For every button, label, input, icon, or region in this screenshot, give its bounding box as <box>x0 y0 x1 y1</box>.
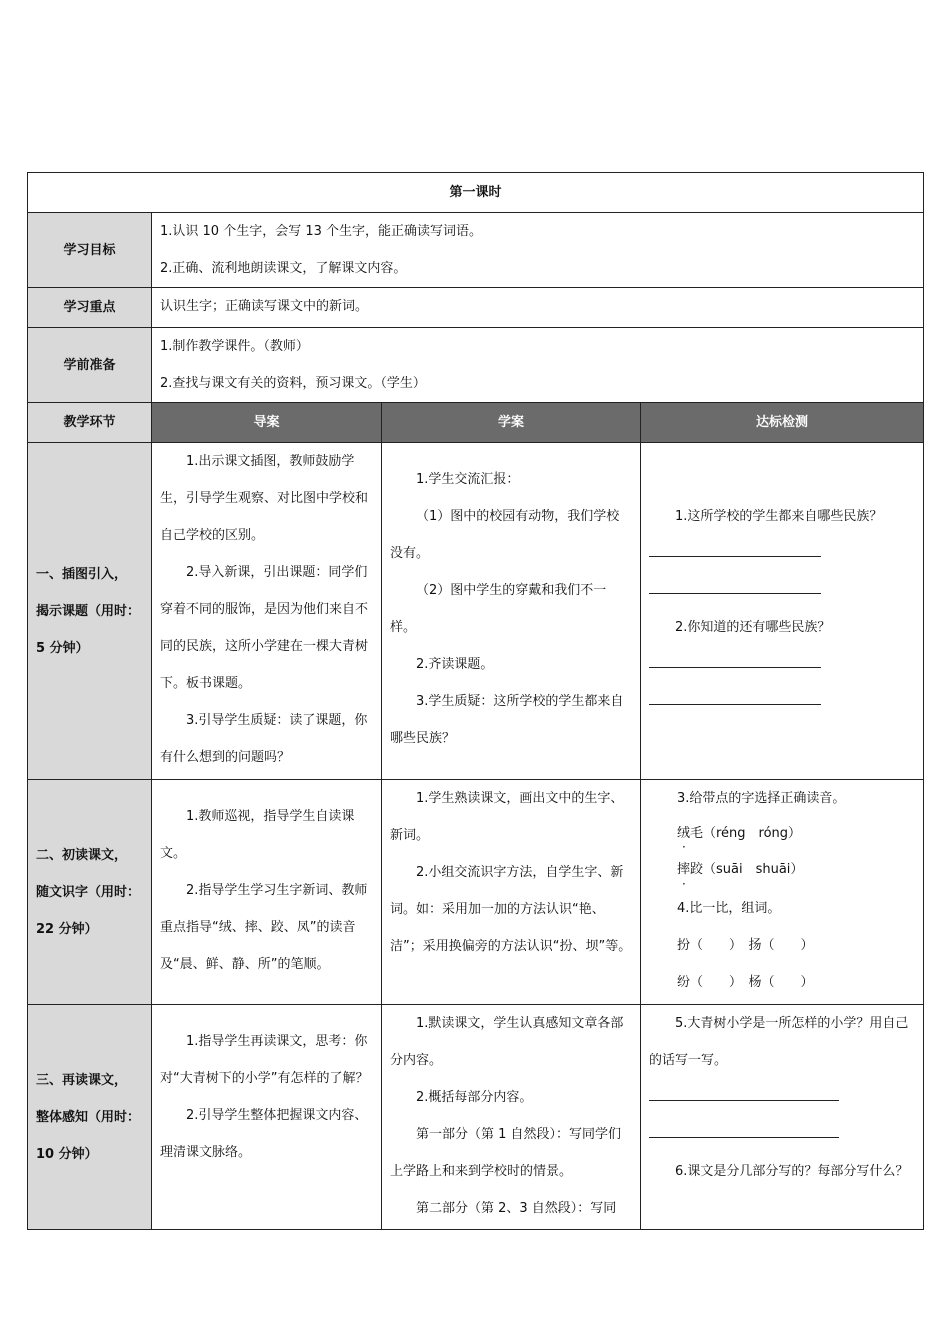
lesson-plan-sheet <box>27 172 923 1230</box>
focus-label: 学习重点 <box>28 288 152 328</box>
guide-item: 2.指导学生学习生字新词、教师重点指导“绒、摔、跤、凤”的读音及“晨、鲜、静、所”的笔顺。 <box>160 883 368 972</box>
study-item: 1.学生熟读课文，画出文中的生字、新词。 <box>390 791 624 843</box>
study-item: （2）图中学生的穿戴和我们不一样。 <box>390 583 607 635</box>
study-cell <box>382 1005 641 1230</box>
prep-label: 学前准备 <box>28 328 152 403</box>
check-item: 3.给带点的字选择正确读音。 <box>677 791 846 806</box>
stage-row <box>28 780 924 1005</box>
pinyin-choice: 摔跤（suāi shuāi） · <box>677 850 915 890</box>
study-item: 1.默读课文，学生认真感知文章各部分内容。 <box>390 1016 624 1068</box>
focus-row <box>28 288 924 328</box>
check-item: 1.这所学校的学生都来自哪些民族？ <box>675 509 883 524</box>
answer-line[interactable] <box>649 535 915 572</box>
goal-content <box>152 213 924 288</box>
title-row <box>28 173 924 213</box>
guide-item: 2.引导学生整体把握课文内容、理清课文脉络。 <box>160 1108 368 1160</box>
guide-item: 3.引导学生质疑：读了课题，你有什么想到的问题吗？ <box>160 713 368 765</box>
stage-name-line: 三、再读课文， <box>36 1072 128 1088</box>
stage-name-line: 5 分钟） <box>36 640 89 656</box>
stage-row <box>28 443 924 780</box>
answer-line[interactable] <box>649 1079 915 1116</box>
column-header-row <box>28 403 924 443</box>
compare-words: 扮（ ） 扬（ ） <box>677 938 814 953</box>
answer-line[interactable] <box>649 683 915 720</box>
prep-content <box>152 328 924 403</box>
guide-cell <box>152 1005 382 1230</box>
check-item: 2.你知道的还有哪些民族？ <box>675 620 831 635</box>
pinyin-choice: 绒毛（réng róng） · <box>677 817 915 850</box>
check-cell <box>641 780 924 1005</box>
guide-cell <box>152 443 382 780</box>
answer-line[interactable] <box>649 572 915 609</box>
stage-name-line: 整体感知（用时： <box>36 1109 141 1125</box>
compare-words: 纷（ ） 杨（ ） <box>677 975 814 990</box>
stage-name-line: 揭示课题（用时： <box>36 603 141 619</box>
prep-row <box>28 328 924 403</box>
stage-name-line: 一、插图引入， <box>36 566 128 582</box>
goal-line-1: 1.认识 10 个生字，会写 13 个生字，能正确读写词语。 <box>160 224 483 239</box>
focus-content <box>152 288 924 328</box>
guide-item: 1.指导学生再读课文，思考：你对“大青树下的小学”有怎样的了解？ <box>160 1034 369 1086</box>
header-stage: 教学环节 <box>28 403 152 443</box>
header-study: 学案 <box>382 403 641 443</box>
goal-label: 学习目标 <box>28 213 152 288</box>
focus-line-1: 认识生字；正确读写课文中的新词。 <box>160 299 369 314</box>
check-cell <box>641 1005 924 1230</box>
check-item: 4.比一比，组词。 <box>677 901 781 916</box>
study-item: 第二部分（第 2、3 自然段）：写同 <box>416 1201 617 1216</box>
stage-name-line: 二、初读课文， <box>36 847 128 863</box>
header-check: 达标检测 <box>641 403 924 443</box>
check-item: 6.课文是分几部分写的？每部分写什么？ <box>675 1164 909 1179</box>
study-item: 2.小组交流识字方法，自学生字、新词。如：采用加一加的方法认识“艳、洁”；采用换偏旁的方法认识“扮、坝”等。 <box>390 865 632 954</box>
stage-name <box>28 1005 152 1230</box>
stage-name <box>28 780 152 1005</box>
goal-row <box>28 213 924 288</box>
stage-row <box>28 1005 924 1230</box>
stage-name-line: 22 分钟） <box>36 921 98 937</box>
answer-line[interactable] <box>649 1116 915 1153</box>
stage-name-line: 随文识字（用时： <box>36 884 141 900</box>
study-item: 2.概括每部分内容。 <box>416 1090 533 1105</box>
study-item: （1）图中的校园有动物，我们学校没有。 <box>390 509 620 561</box>
study-cell <box>382 443 641 780</box>
header-guide: 导案 <box>152 403 382 443</box>
lesson-plan-table <box>27 172 924 1230</box>
guide-item: 2.导入新课，引出课题：同学们穿着不同的服饰，是因为他们来自不同的民族，这所小学建在一棵大青树下。板书课题。 <box>160 565 369 691</box>
study-item: 1.学生交流汇报： <box>416 472 520 487</box>
check-cell <box>641 443 924 780</box>
goal-line-2: 2.正确、流利地朗读课文，了解课文内容。 <box>160 261 407 276</box>
stage-name <box>28 443 152 780</box>
answer-line[interactable] <box>649 646 915 683</box>
stage-name-line: 10 分钟） <box>36 1146 98 1162</box>
prep-line-2: 2.查找与课文有关的资料，预习课文。（学生） <box>160 376 426 391</box>
study-item: 2.齐读课题。 <box>416 657 494 672</box>
study-cell <box>382 780 641 1005</box>
guide-item: 1.出示课文插图，教师鼓励学生，引导学生观察、对比图中学校和自己学校的区别。 <box>160 454 369 543</box>
study-item: 3.学生质疑：这所学校的学生都来自哪些民族？ <box>390 694 624 746</box>
lesson-title: 第一课时 <box>28 173 924 213</box>
study-item: 第一部分（第 1 自然段）：写同学们上学路上和来到学校时的情景。 <box>390 1127 622 1179</box>
check-item: 5.大青树小学是一所怎样的小学？用自己的话写一写。 <box>649 1016 909 1068</box>
guide-item: 1.教师巡视，指导学生自读课文。 <box>160 809 355 861</box>
prep-line-1: 1.制作教学课件。（教师） <box>160 339 309 354</box>
guide-cell <box>152 780 382 1005</box>
